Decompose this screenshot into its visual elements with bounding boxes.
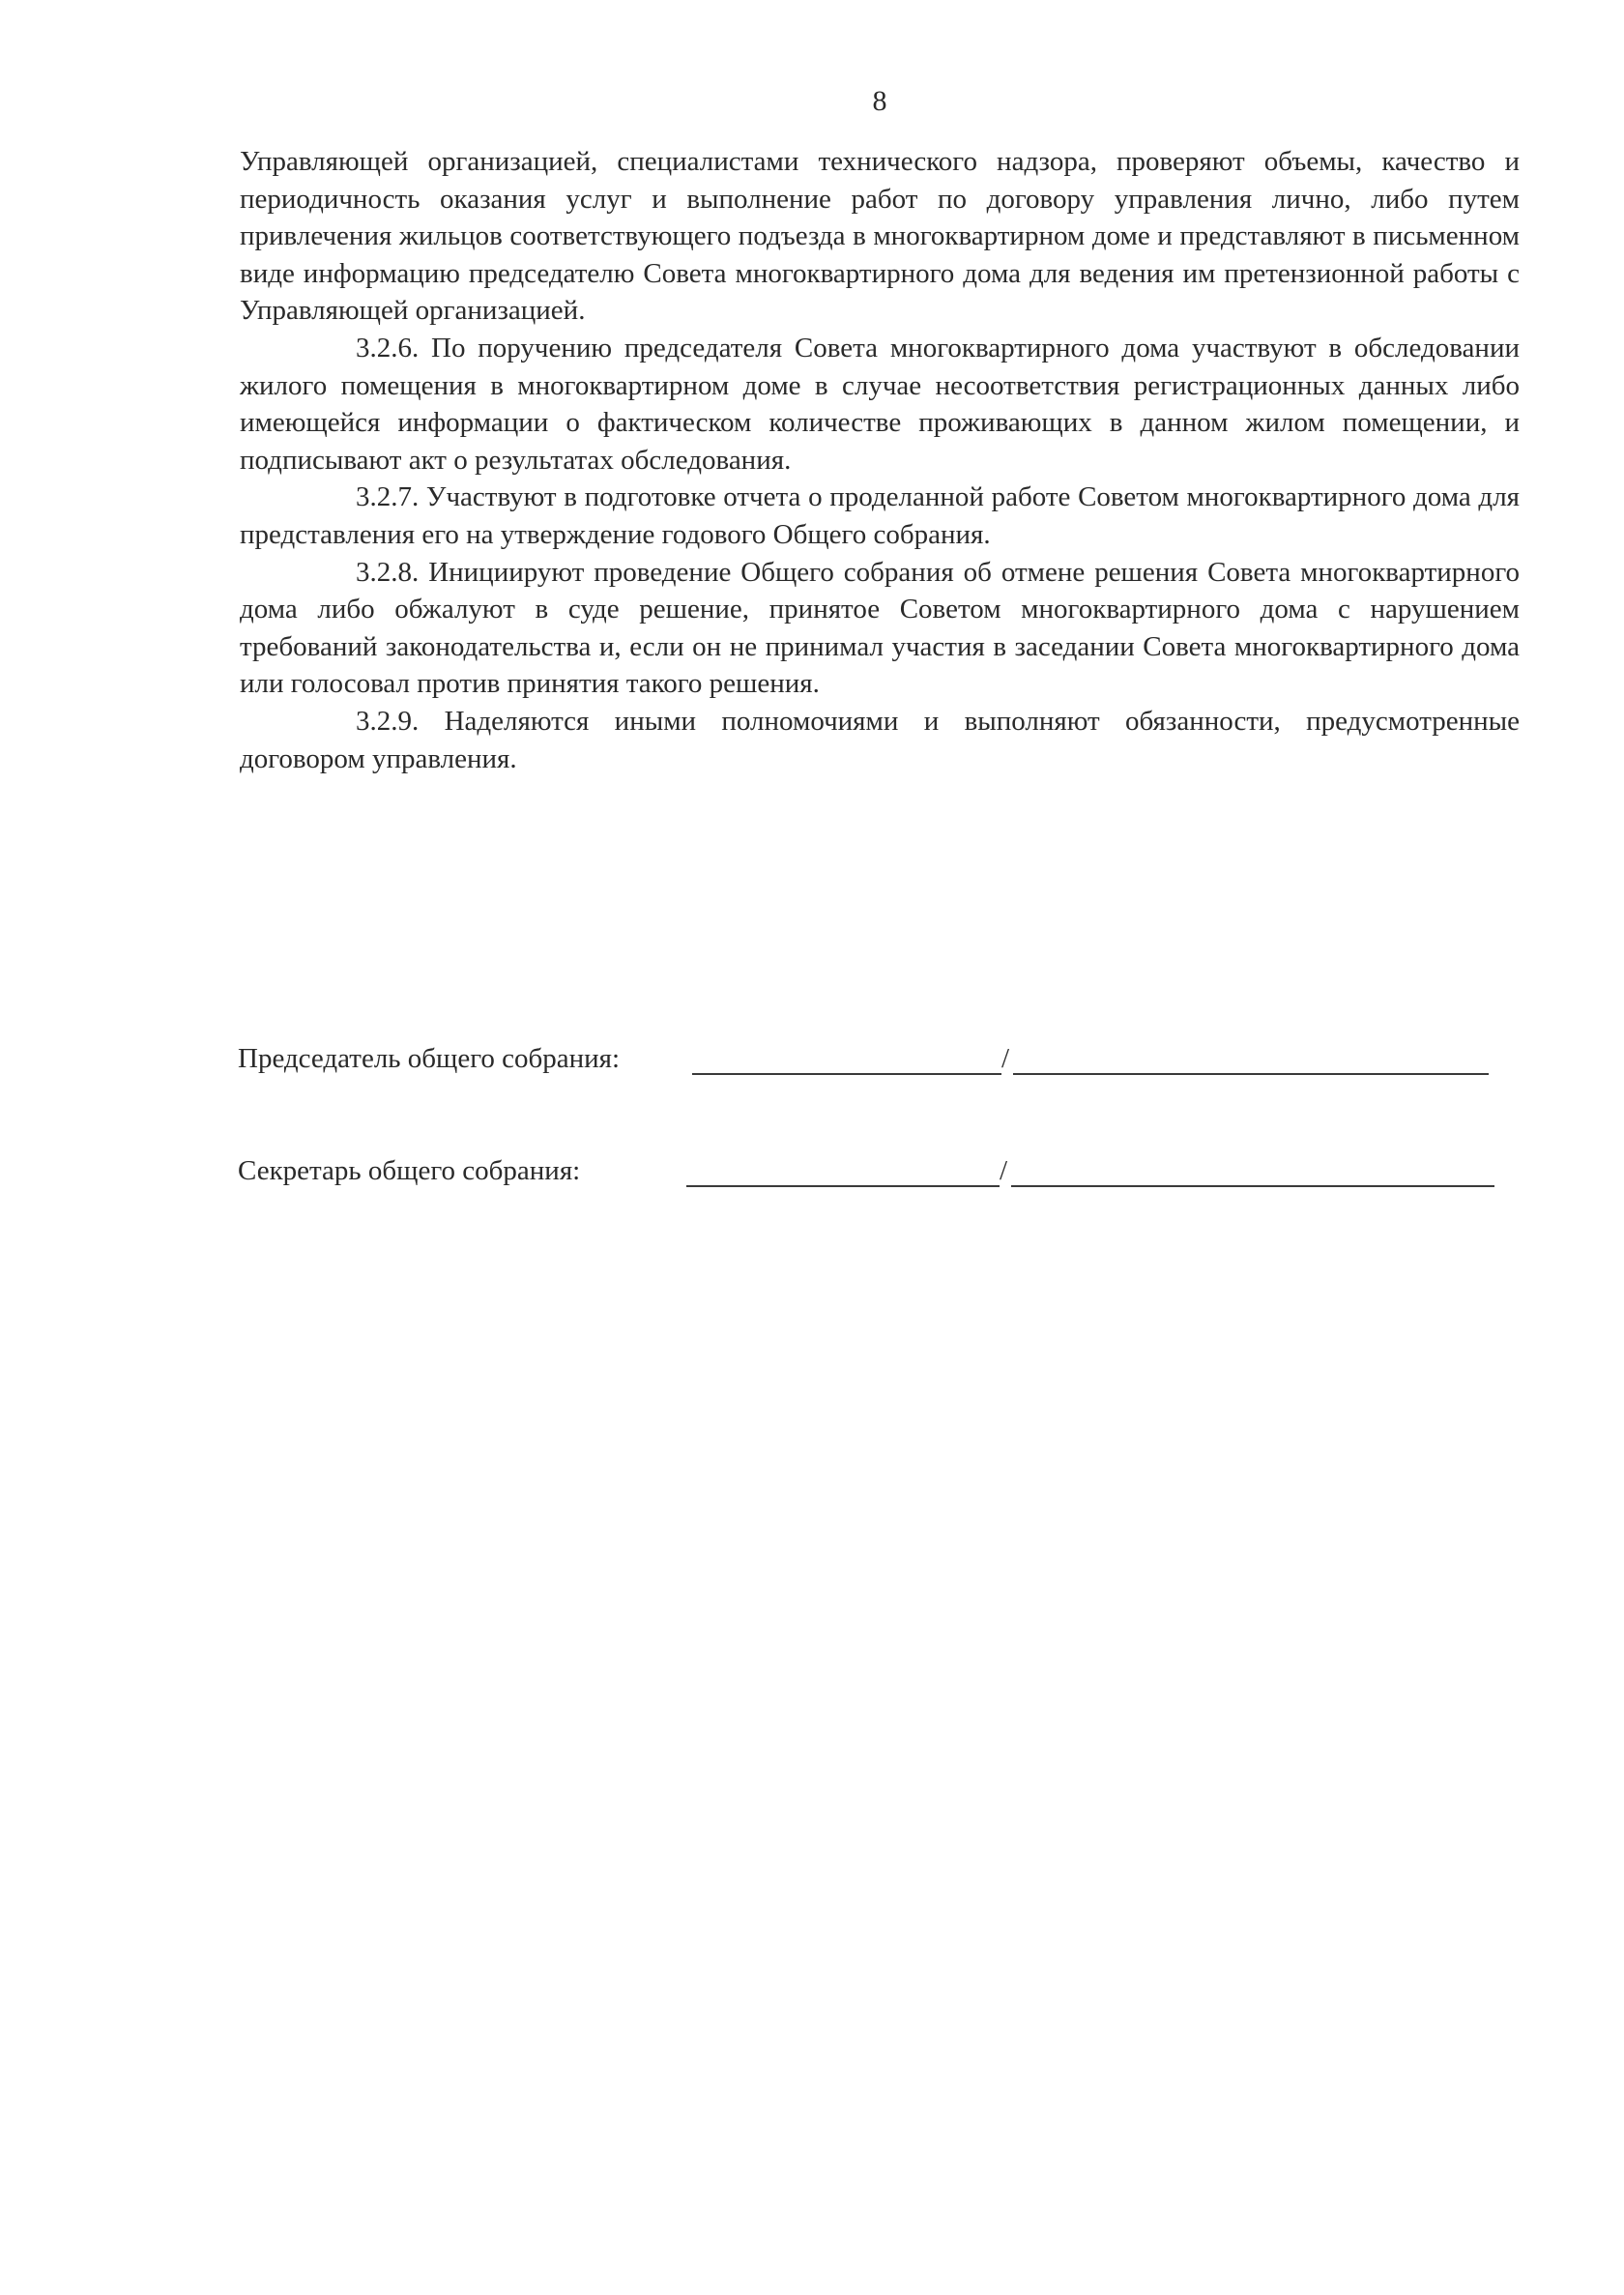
page-number: 8	[872, 85, 887, 117]
secretary-name-line	[1011, 1152, 1494, 1187]
paragraph-3-2-8: 3.2.8. Инициируют проведение Общего собрания об отмене решения Совета многоквартирного дома либо обжалуют в суде решение, принятое Советом многоквартирного дома с нарушением требований законодательства и, если он не принимал участия в заседании Совета многоквартирного дома или голосовал против принятия такого решения.	[240, 556, 1520, 700]
secretary-signature-line	[686, 1152, 1000, 1187]
paragraph-continuation: Управляющей организацией, специалистами технического надзора, проверяют объемы, качество и периодичность оказания услуг и выполнение работ по договору управления лично, либо путем привлечения жильцов соответствующего подъезда в многоквартирном доме и представляют в письменном виде информацию председателю Совета многоквартирного дома для ведения им претензионной работы с Управляющей организацией.	[240, 146, 1520, 327]
secretary-signature-row	[238, 1152, 1008, 1189]
paragraph-3-2-6: 3.2.6. По поручению председателя Совета многоквартирного дома участвуют в обследовании жилого помещения в многоквартирном доме в случае несоответствия регистрационных данных либо имеющейся информации о фактическом количестве проживающих в данном жилом помещении, и подписывают акт о результатах обследования.	[240, 332, 1520, 476]
chairman-separator: /	[1001, 1043, 1010, 1074]
paragraph-3-2-9: 3.2.9. Наделяются иными полномочиями и выполняют обязанности, предусмотренные договором управления.	[240, 705, 1520, 774]
chairman-signature-row	[238, 1040, 1010, 1077]
secretary-separator: /	[1000, 1155, 1008, 1186]
document-body	[240, 143, 1520, 777]
secretary-label: Секретарь общего собрания:	[238, 1155, 581, 1186]
paragraph-3-2-7: 3.2.7. Участвуют в подготовке отчета о проделанной работе Советом многоквартирного дома для представления его на утверждение годового Общего собрания.	[240, 481, 1520, 550]
chairman-signature-line	[692, 1040, 1001, 1075]
chairman-name-line	[1013, 1040, 1489, 1075]
chairman-label: Председатель общего собрания:	[238, 1043, 621, 1074]
